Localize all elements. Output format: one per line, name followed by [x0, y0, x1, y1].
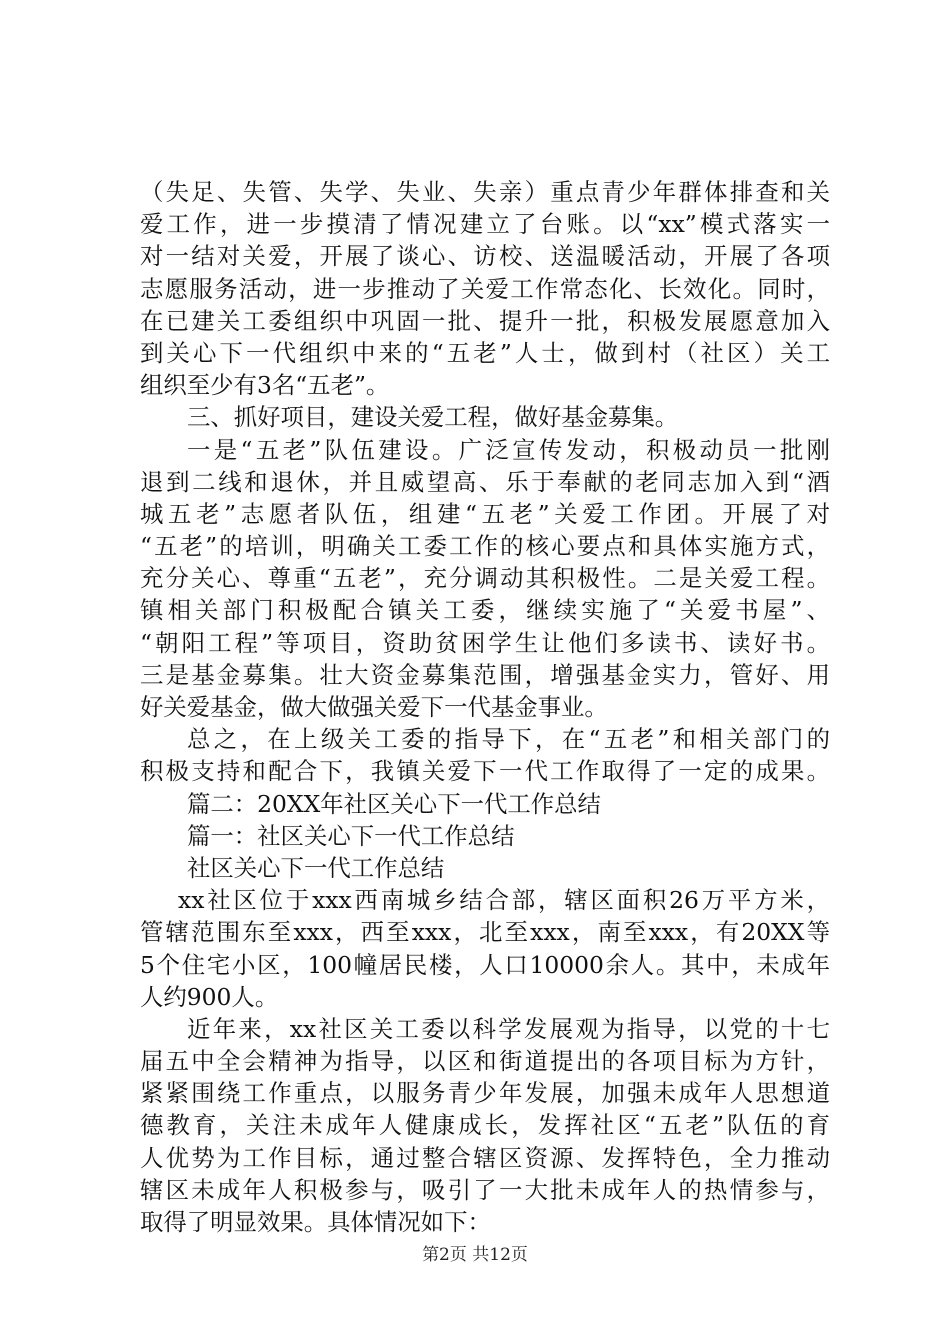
- text-line: 紧紧围绕工作重点，以服务青少年发展，加强未成年人思想道: [140, 1079, 830, 1108]
- text-line: 爱工作，进一步摸清了情况建立了台账。以“xx”模式落实一: [140, 210, 830, 239]
- article-title: 篇一：社区关心下一代工作总结: [187, 821, 515, 850]
- text-line: 对一结对关爱，开展了谈心、访校、送温暖活动，开展了各项: [140, 242, 830, 271]
- text-line: “朝阳工程”等项目，资助贫困学生让他们多读书、读好书。: [140, 628, 830, 657]
- text-line: 人约900人。: [140, 982, 279, 1011]
- article-title: 篇二：20XX年社区关心下一代工作总结: [187, 789, 601, 818]
- text-line: 充分关心、尊重“五老”，充分调动其积极性。二是关爱工程。: [140, 564, 830, 593]
- text-line: （失足、失管、失学、失业、失亲）重点青少年群体排查和关: [140, 178, 830, 206]
- section-heading: 三、抓好项目，建设关爱工程，做好基金募集。: [187, 403, 679, 432]
- text-line: 一是“五老”队伍建设。广泛宣传发动，积极动员一批刚: [187, 435, 830, 464]
- text-line: 届五中全会精神为指导，以区和街道提出的各项目标为方针，: [140, 1047, 830, 1076]
- text-line: 城五老”志愿者队伍，组建“五老”关爱工作团。开展了对: [140, 499, 830, 528]
- text-line: 辖区未成年人积极参与，吸引了一大批未成年人的热情参与，: [140, 1175, 830, 1204]
- text-line: 退到二线和退休，并且威望高、乐于奉献的老同志加入到“酒: [140, 467, 830, 496]
- article-title: 社区关心下一代工作总结: [187, 853, 445, 882]
- text-line: 组织至少有3名“五老”。: [140, 371, 390, 400]
- text-line: 总之，在上级关工委的指导下，在“五老”和相关部门的: [187, 725, 830, 754]
- document-body: [140, 176, 830, 1238]
- text-line: 到关心下一代组织中来的“五老”人士，做到村（社区）关工: [140, 338, 830, 367]
- text-line: xx社区位于xxx西南城乡结合部，辖区面积26万平方米，: [178, 886, 830, 915]
- text-line: 三是基金募集。壮大资金募集范围，增强基金实力，管好、用: [140, 660, 830, 689]
- text-line: 取得了明显效果。具体情况如下：: [140, 1208, 491, 1236]
- text-line: 积极支持和配合下，我镇关爱下一代工作取得了一定的成果。: [140, 757, 830, 786]
- text-line: 近年来，xx社区关工委以科学发展观为指导，以党的十七: [187, 1014, 830, 1043]
- text-line: 管辖范围东至xxx，西至xxx，北至xxx，南至xxx，有20XX等: [140, 918, 830, 947]
- text-line: 5个住宅小区，100幢居民楼，人口10000余人。其中，未成年: [140, 950, 830, 979]
- text-line: 在已建关工委组织中巩固一批、提升一批，积极发展愿意加入: [140, 306, 830, 335]
- text-line: 好关爱基金，做大做强关爱下一代基金事业。: [140, 693, 608, 721]
- text-line: 人优势为工作目标，通过整合辖区资源、发挥特色，全力推动: [140, 1143, 830, 1172]
- text-line: 镇相关部门积极配合镇关工委，继续实施了“关爱书屋”、: [140, 596, 830, 625]
- text-line: “五老”的培训，明确关工委工作的核心要点和具体实施方式，: [140, 532, 830, 561]
- text-line: 志愿服务活动，进一步推动了关爱工作常态化、长效化。同时，: [140, 274, 830, 303]
- text-line: 德教育，关注未成年人健康成长，发挥社区“五老”队伍的育: [140, 1111, 830, 1140]
- page-number: 第2页 共12页: [422, 1245, 528, 1265]
